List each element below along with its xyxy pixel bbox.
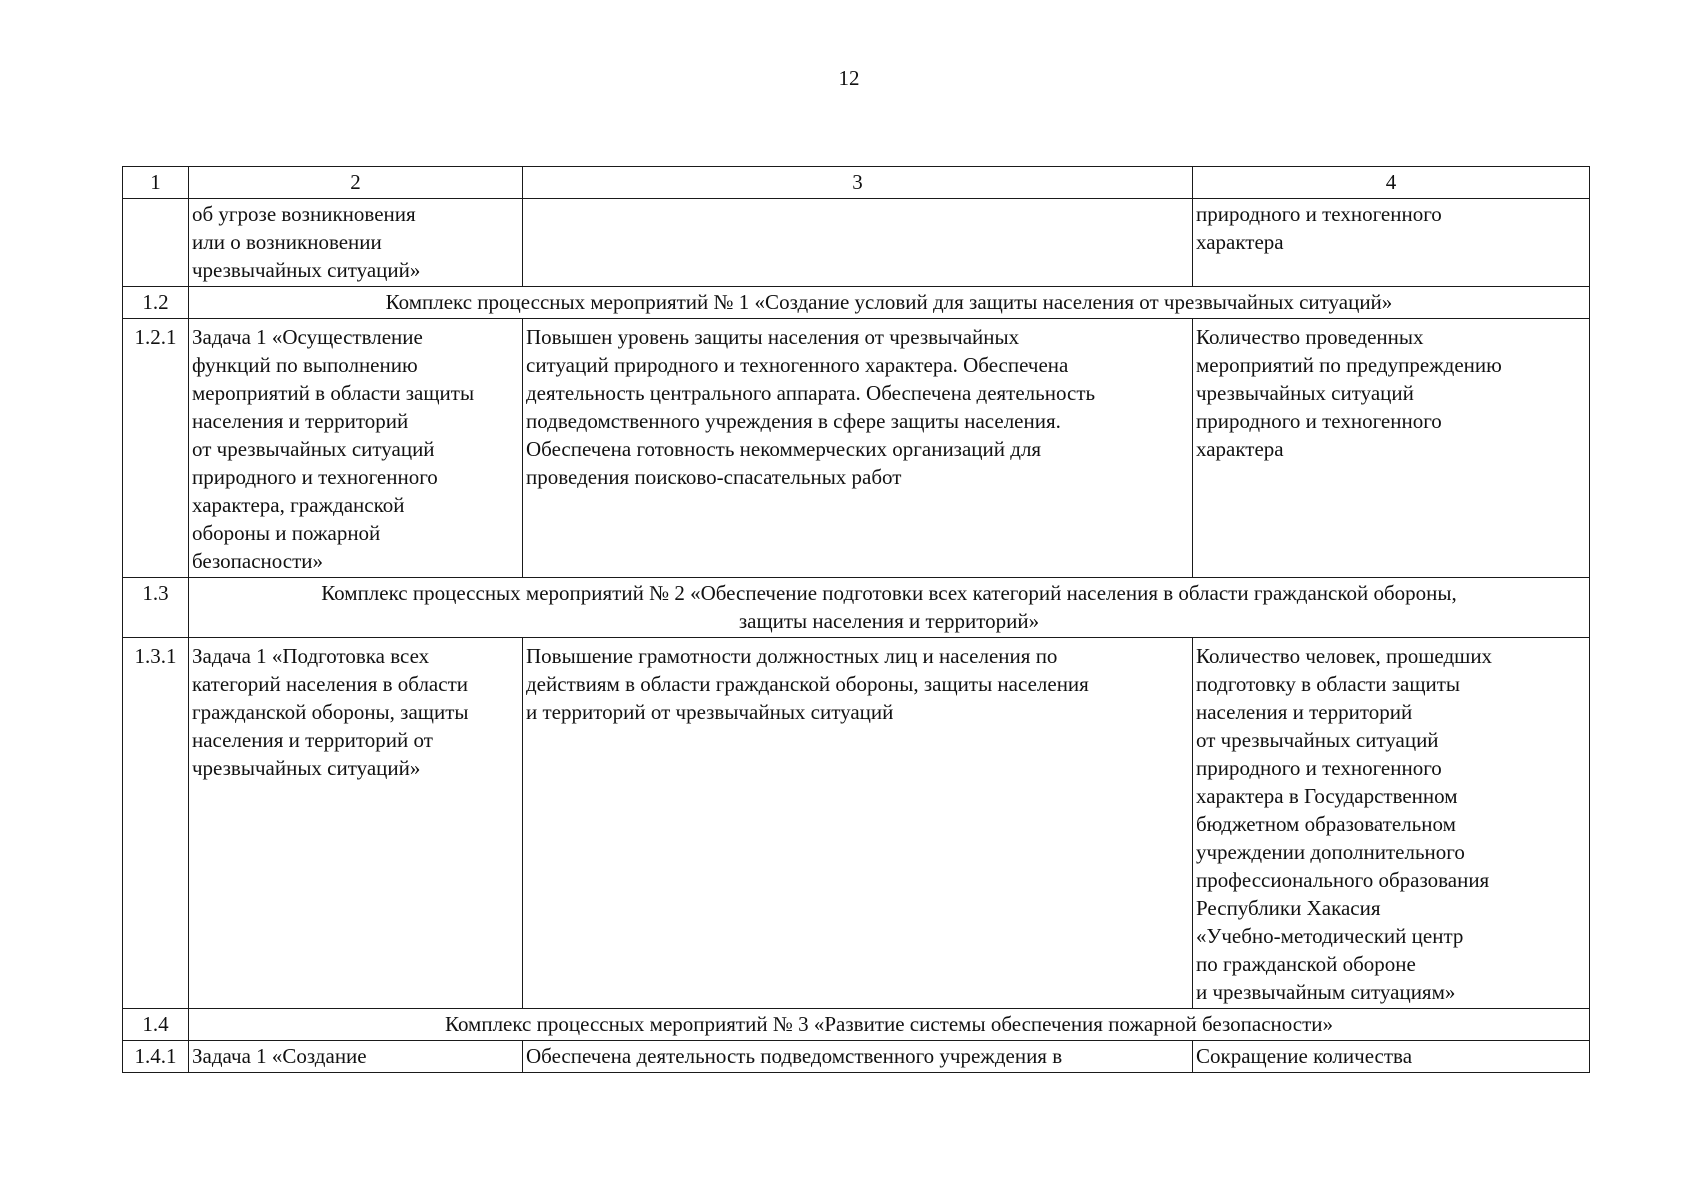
header-cell-2: 2 [189,167,523,199]
header-cell-4: 4 [1193,167,1590,199]
table-row-1-3-1 [123,638,1590,1009]
section-title: Комплекс процессных мероприятий № 1 «Создание условий для защиты населения от чрезвычайных ситуаций» [189,287,1590,319]
section-row-1-3 [123,578,1590,638]
table-header-row [123,167,1590,199]
task-cell: Задача 1 «Осуществление функций по выполнению мероприятий в области защиты населения и территорий от чрезвычайных ситуаций природного и техногенного характера, гражданской обороны и пожарной безопасности» [189,319,523,578]
row-number: 1.3 [123,578,189,638]
row-number: 1.4 [123,1009,189,1041]
task-cell: об угрозе возникновения или о возникновении чрезвычайных ситуаций» [189,199,523,287]
section-row-1-2 [123,287,1590,319]
table-row-continuation [123,199,1590,287]
task-cell: Задача 1 «Создание [189,1041,523,1073]
row-number: 1.2 [123,287,189,319]
task-cell: Задача 1 «Подготовка всех категорий населения в области гражданской обороны, защиты населения и территорий от чрезвычайных ситуаций» [189,638,523,1009]
page-number: 12 [838,66,860,90]
program-table [122,166,1590,1073]
section-title: Комплекс процессных мероприятий № 3 «Развитие системы обеспечения пожарной безопасности» [189,1009,1590,1041]
indicator-cell: Сокращение количества [1193,1041,1590,1073]
row-number: 1.3.1 [123,638,189,1009]
result-cell [523,199,1193,287]
indicator-cell: Количество человек, прошедших подготовку в области защиты населения и территорий от чрезвычайных ситуаций природного и техногенного характера в Государственном бюджетном образовательном учреждении дополнительного профессионального образования Республики Хакасия «Учебно-методический центр по гражданской обороне и чрезвычайным ситуациям» [1193,638,1590,1009]
row-number: 1.4.1 [123,1041,189,1073]
row-number [123,199,189,287]
table-row-1-2-1 [123,319,1590,578]
result-cell: Повышение грамотности должностных лиц и населения по действиям в области гражданской обороны, защиты населения и территорий от чрезвычайных ситуаций [523,638,1193,1009]
section-title: Комплекс процессных мероприятий № 2 «Обеспечение подготовки всех категорий населения в области гражданской обороны, защиты населения и территорий» [189,578,1590,638]
table-row-1-4-1 [123,1041,1590,1073]
indicator-cell: Количество проведенных мероприятий по предупреждению чрезвычайных ситуаций природного и техногенного характера [1193,319,1590,578]
result-cell: Повышен уровень защиты населения от чрезвычайных ситуаций природного и техногенного характера. Обеспечена деятельность центрального аппарата. Обеспечена деятельность подведомственного учреждения в сфере защиты населения. Обеспечена готовность некоммерческих организаций для проведения поисково-спасательных работ [523,319,1193,578]
section-row-1-4 [123,1009,1590,1041]
header-cell-3: 3 [523,167,1193,199]
row-number: 1.2.1 [123,319,189,578]
indicator-cell: природного и техногенного характера [1193,199,1590,287]
result-cell: Обеспечена деятельность подведомственного учреждения в [523,1041,1193,1073]
header-cell-1: 1 [123,167,189,199]
